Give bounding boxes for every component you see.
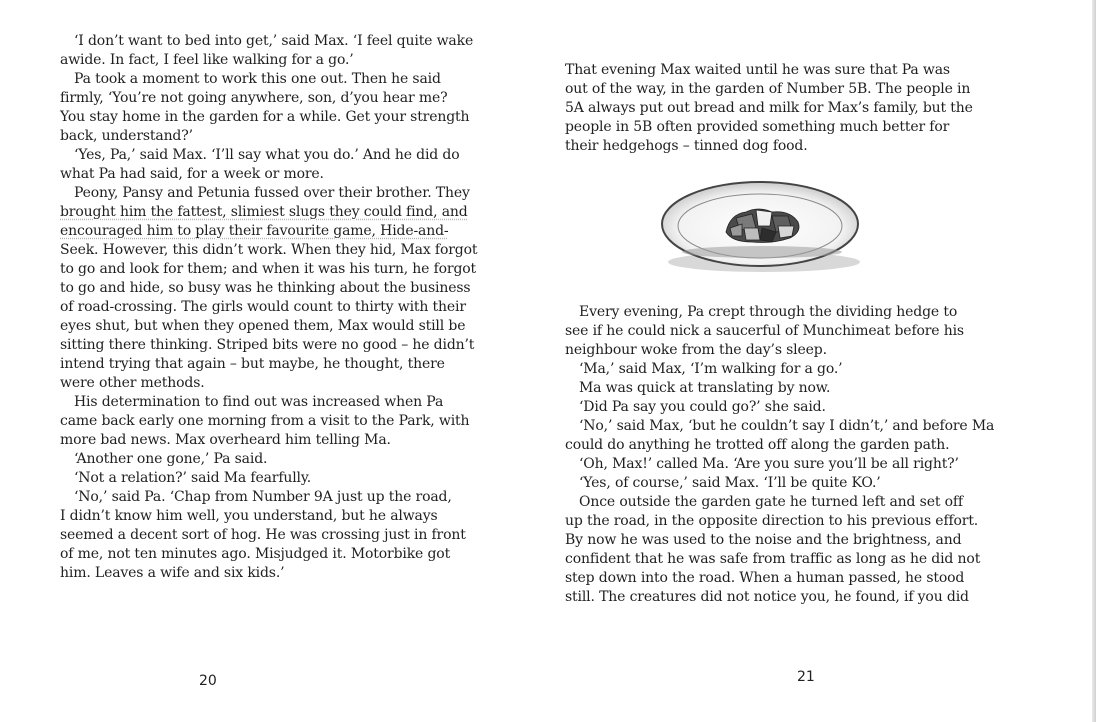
text-line: Every evening, Pa crept through the dividing hedge to [579, 304, 958, 320]
text-line: ‘Another one gone,’ Pa said. [74, 451, 268, 467]
text-line: step down into the road. When a human passed, he stood [565, 570, 965, 586]
text-line: of road-crossing. The girls would count to thirty with their [60, 299, 466, 315]
scrollbar-edge [1092, 0, 1096, 722]
text-line: By now he was used to the noise and the brightness, and [565, 532, 962, 548]
text-line: confident that he was safe from traffic as long as he did not [565, 551, 981, 567]
text-line: ‘Not a relation?’ said Ma fearfully. [74, 470, 312, 486]
text-line: eyes shut, but when they opened them, Max would still be [60, 318, 466, 334]
text-line: Seek. However, this didn’t work. When they hid, Max forgot [60, 242, 478, 258]
text-line: to go and look for them; and when it was his turn, he forgot [60, 261, 477, 277]
right-page [548, 0, 1096, 722]
text-line: Once outside the garden gate he turned left and set off [579, 494, 963, 510]
text-line: up the road, in the opposite direction to his previous effort. [565, 513, 979, 529]
text-line: still. The creatures did not notice you, he found, if you did [565, 589, 969, 605]
text-line: Pa took a moment to work this one out. Then he said [74, 71, 441, 87]
text-line: came back early one morning from a visit to the Park, with [60, 413, 470, 429]
text-line: ‘Yes, of course,’ said Max. ‘I’ll be quite KO.’ [579, 475, 881, 491]
right-page-lower-text [565, 303, 994, 607]
text-line: their hedgehogs – tinned dog food. [565, 138, 808, 154]
left-page [0, 0, 540, 722]
text-line: ‘No,’ said Max, ‘but he couldn’t say I didn’t,’ and before Ma [579, 418, 995, 434]
right-page-upper-text [565, 61, 973, 156]
text-line: seemed a decent sort of hog. He was crossing just in front [60, 527, 466, 543]
text-line: sitting there thinking. Striped bits were no good – he didn’t [60, 337, 475, 353]
text-line: people in 5B often provided something much better for [565, 119, 950, 135]
text-line: see if he could nick a saucerful of Munchimeat before his [565, 323, 964, 339]
text-line: Peony, Pansy and Petunia fussed over their brother. They [74, 185, 470, 201]
page-number: 21 [797, 669, 815, 685]
text-line: could do anything he trotted off along the garden path. [565, 437, 950, 453]
plate-of-dog-food-illustration [660, 176, 866, 276]
text-line: ‘Oh, Max!’ called Ma. ‘Are you sure you’ll be all right?’ [579, 456, 959, 472]
text-line: ‘Ma,’ said Max, ‘I’m walking for a go.’ [579, 361, 843, 377]
text-line: encouraged him to play their favourite game, Hide-and- [60, 223, 449, 239]
text-line: ‘Yes, Pa,’ said Max. ‘I’ll say what you do.’ And he did do [74, 147, 460, 163]
text-line: what Pa had said, for a week or more. [60, 166, 324, 182]
text-line: ‘No,’ said Pa. ‘Chap from Number 9A just up the road, [74, 489, 452, 505]
text-line: That evening Max waited until he was sure that Pa was [565, 62, 950, 78]
text-line: to go and hide, so busy was he thinking about the business [60, 280, 471, 296]
text-line: more bad news. Max overheard him telling Ma. [60, 432, 391, 448]
text-line: out of the way, in the garden of Number 5B. The people in [565, 81, 971, 97]
page-number: 20 [199, 673, 217, 689]
text-line: firmly, ‘You’re not going anywhere, son, d’you hear me? [60, 90, 448, 106]
text-line: ‘Did Pa say you could go?’ she said. [579, 399, 826, 415]
text-line: back, understand?’ [60, 128, 193, 144]
text-line: ‘I don’t want to bed into get,’ said Max. ‘I feel quite wake [74, 33, 474, 49]
text-line: awide. In fact, I feel like walking for a go.’ [60, 52, 354, 68]
text-line: were other methods. [60, 375, 205, 391]
text-line: Ma was quick at translating by now. [579, 380, 831, 396]
text-line: him. Leaves a wife and six kids.’ [60, 565, 285, 581]
text-line: His determination to find out was increased when Pa [74, 394, 444, 410]
text-line: intend trying that again – but maybe, he thought, there [60, 356, 445, 372]
text-line: I didn’t know him well, you understand, but he always [60, 508, 438, 524]
text-line: neighbour woke from the day’s sleep. [565, 342, 827, 358]
left-page-text [60, 32, 477, 583]
text-line: 5A always put out bread and milk for Max’s family, but the [565, 100, 973, 116]
text-line: brought him the fattest, slimiest slugs they could find, and [60, 204, 468, 220]
text-line: of me, not ten minutes ago. Misjudged it. Motorbike got [60, 546, 451, 562]
text-line: You stay home in the garden for a while. Get your strength [60, 109, 470, 125]
